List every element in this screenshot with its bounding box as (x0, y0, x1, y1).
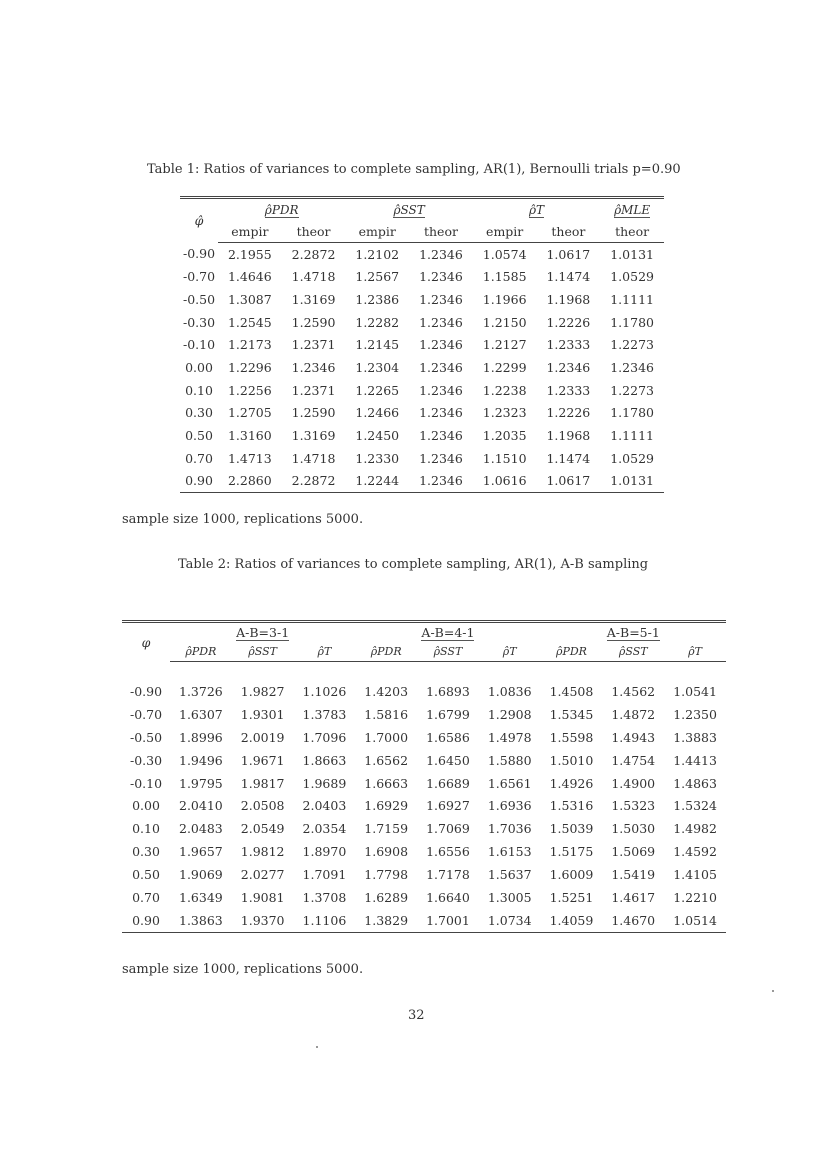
table2-subheader: ρ̂SST (232, 641, 294, 662)
table1-group-header: ρ̂MLE (614, 203, 651, 218)
table-cell: 1.3883 (673, 729, 717, 745)
table-cell: 1.2590 (291, 405, 336, 421)
table-cell: 1.3169 (291, 291, 336, 307)
table-cell: 1.2466 (355, 405, 400, 421)
phi-value: 0.00 (185, 359, 213, 375)
table-cell: 1.2371 (291, 382, 336, 398)
table-cell: 1.1968 (546, 291, 591, 307)
table-cell: 1.4872 (611, 706, 656, 722)
table-cell: 1.2238 (482, 382, 527, 398)
table-cell: 1.2273 (610, 337, 654, 353)
table-cell: 1.2333 (546, 382, 591, 398)
table2-subheader: ρ̂PDR (541, 641, 603, 662)
table-cell: 1.7069 (426, 821, 470, 837)
table-cell: 1.0616 (482, 473, 527, 489)
phi-value: 0.90 (132, 912, 160, 928)
table-cell: 1.6640 (426, 889, 470, 905)
table-cell: 1.2371 (291, 337, 336, 353)
table-cell: 1.3726 (179, 683, 223, 699)
table-cell: 1.7798 (364, 867, 409, 883)
table-cell: 1.2323 (482, 405, 527, 421)
table-cell: 1.1111 (610, 291, 654, 307)
table-cell: 1.2304 (355, 359, 400, 375)
table-cell: 1.6153 (487, 844, 532, 860)
table-cell: 2.2872 (291, 473, 336, 489)
phi-value: 0.30 (185, 405, 213, 421)
table2-subheader: ρ̂SST (417, 641, 479, 662)
table-cell: 1.1111 (610, 428, 654, 444)
table-cell: 1.4900 (611, 775, 656, 791)
table2 (122, 620, 726, 933)
table-row (122, 680, 726, 703)
table-row (122, 703, 726, 726)
table-cell: 1.1026 (302, 683, 347, 699)
table-cell: 1.2908 (487, 706, 532, 722)
table-cell: 1.2346 (419, 314, 463, 330)
table-cell: 1.9069 (179, 867, 223, 883)
table-cell: 1.2127 (482, 337, 527, 353)
table-cell: 1.5598 (549, 729, 594, 745)
table-cell: 1.2545 (227, 314, 272, 330)
table-cell: 1.5316 (549, 798, 594, 814)
table-cell: 1.3783 (302, 706, 347, 722)
table-cell: 1.5030 (611, 821, 656, 837)
table-cell: 1.2350 (673, 706, 717, 722)
table-cell: 1.9301 (240, 706, 285, 722)
table1-subheader: theor (537, 222, 601, 243)
table-cell: 1.9689 (302, 775, 347, 791)
phi-value: -0.30 (182, 314, 216, 330)
table-cell: 1.2346 (419, 450, 463, 466)
table2-subheader: ρ̂T (294, 641, 356, 662)
phi-value: -0.30 (129, 752, 163, 768)
table-row (180, 447, 664, 470)
phi-value: 0.30 (132, 844, 160, 860)
table-cell: 1.2346 (419, 359, 463, 375)
table-cell: 1.4646 (227, 269, 272, 285)
phi-value: 0.10 (185, 382, 213, 398)
table-cell: 1.2346 (419, 291, 463, 307)
table-cell: 1.4592 (673, 844, 717, 860)
table-cell: 1.2145 (355, 337, 400, 353)
phi-value: -0.50 (182, 291, 216, 307)
phi-value: 0.70 (185, 450, 213, 466)
table1-phi-header: φ̂ (194, 213, 204, 229)
table-cell: 1.2346 (291, 359, 336, 375)
table-cell: 1.0574 (482, 246, 527, 262)
table-cell: 1.9496 (179, 752, 223, 768)
table-cell: 1.4105 (673, 867, 717, 883)
table-cell: 1.2346 (419, 269, 463, 285)
table-cell: 2.0549 (240, 821, 285, 837)
table2-caption: Table 2: Ratios of variances to complete sampling, AR(1), A-B sampling (178, 557, 649, 572)
table-row (122, 886, 726, 909)
table-cell: 1.2450 (355, 428, 400, 444)
table-cell: 1.7178 (426, 867, 470, 883)
table-cell: 1.2705 (227, 405, 272, 421)
table-cell: 1.0836 (487, 683, 532, 699)
table-cell: 1.1780 (610, 314, 654, 330)
table-cell: 1.6936 (487, 798, 532, 814)
table-cell: 1.2333 (546, 337, 591, 353)
phi-value: -0.50 (129, 729, 163, 745)
scan-speck (316, 1046, 318, 1048)
table1-subheader: empir (218, 222, 282, 243)
table-cell: 1.1585 (482, 269, 527, 285)
table-cell: 1.4203 (364, 683, 409, 699)
table-cell: 1.4508 (549, 683, 594, 699)
table-cell: 1.2346 (610, 359, 654, 375)
table-cell: 1.5637 (487, 867, 532, 883)
table-cell: 2.2872 (291, 246, 336, 262)
table-cell: 2.0483 (179, 821, 223, 837)
table-cell: 1.2273 (610, 382, 654, 398)
table-cell: 1.7001 (426, 912, 470, 928)
table-cell: 1.1474 (546, 450, 591, 466)
table1-subheader: theor (409, 222, 473, 243)
table-cell: 1.2265 (355, 382, 400, 398)
table-cell: 1.3863 (179, 912, 223, 928)
table-cell: 2.0508 (240, 798, 285, 814)
table-cell: 1.2386 (355, 291, 400, 307)
table1-subheader: theor (282, 222, 346, 243)
table-cell: 2.0354 (302, 821, 347, 837)
table-row (180, 470, 664, 493)
phi-value: 0.10 (132, 821, 160, 837)
table-cell: 1.6009 (549, 867, 594, 883)
table-row (122, 794, 726, 817)
table-cell: 1.4059 (549, 912, 594, 928)
table2-subheader: ρ̂PDR (355, 641, 417, 662)
table2-group-header: A-B=3-1 (236, 624, 290, 640)
table-cell: 1.0617 (546, 473, 591, 489)
table-cell: 1.6893 (426, 683, 470, 699)
table-row (180, 333, 664, 356)
table-cell: 1.4718 (291, 450, 336, 466)
table-cell: 1.7091 (302, 867, 347, 883)
table-cell: 1.5039 (549, 821, 594, 837)
table-cell: 1.2296 (227, 359, 272, 375)
table-cell: 1.7159 (364, 821, 409, 837)
table-cell: 1.0131 (610, 473, 654, 489)
table-cell: 2.0277 (240, 867, 285, 883)
table-cell: 1.2226 (546, 314, 591, 330)
table-cell: 1.6307 (179, 706, 223, 722)
phi-value: -0.90 (182, 246, 216, 262)
table-cell: 1.6663 (364, 775, 409, 791)
table-cell: 1.2346 (419, 382, 463, 398)
table-cell: 1.1106 (302, 912, 347, 928)
table-cell: 1.5419 (611, 867, 656, 883)
table-cell: 1.0734 (487, 912, 532, 928)
table-cell: 1.2102 (355, 246, 400, 262)
table-cell: 1.9812 (240, 844, 285, 860)
table-cell: 1.6562 (364, 752, 409, 768)
table-cell: 1.2346 (419, 337, 463, 353)
table2-subheader: ρ̂PDR (170, 641, 232, 662)
phi-value: 0.90 (185, 473, 213, 489)
table-cell: 1.7036 (487, 821, 532, 837)
table-cell: 1.3160 (227, 428, 272, 444)
table-cell: 1.2035 (482, 428, 527, 444)
table-row (122, 772, 726, 795)
phi-value: 0.50 (185, 428, 213, 444)
table-cell: 1.7000 (364, 729, 409, 745)
table1-subheader: empir (473, 222, 537, 243)
table-cell: 1.1510 (482, 450, 527, 466)
table-cell: 1.9370 (240, 912, 285, 928)
table-cell: 2.0019 (240, 729, 285, 745)
table-cell: 1.9795 (179, 775, 223, 791)
table-row (122, 749, 726, 772)
table-cell: 1.7096 (302, 729, 347, 745)
phi-value: 0.50 (132, 867, 160, 883)
table1-subheader: theor (600, 222, 664, 243)
table-cell: 1.3087 (227, 291, 272, 307)
table-cell: 1.2256 (227, 382, 272, 398)
table-row (180, 311, 664, 334)
table-cell: 1.5880 (487, 752, 532, 768)
table-cell: 1.5345 (549, 706, 594, 722)
table-cell: 1.6349 (179, 889, 223, 905)
table-cell: 1.8970 (302, 844, 347, 860)
table-cell: 1.6929 (364, 798, 409, 814)
table-cell: 1.0617 (546, 246, 591, 262)
table-cell: 1.4978 (487, 729, 532, 745)
table-cell: 1.2346 (419, 405, 463, 421)
table-cell: 1.6908 (364, 844, 409, 860)
table-cell: 2.1955 (227, 246, 272, 262)
table1-subheader: empir (345, 222, 409, 243)
table1 (180, 196, 664, 493)
table-cell: 1.8996 (179, 729, 223, 745)
table-cell: 1.4617 (611, 889, 656, 905)
table-cell: 1.5251 (549, 889, 594, 905)
table-row (122, 726, 726, 749)
table-cell: 1.5816 (364, 706, 409, 722)
table2-subheader: ρ̂T (479, 641, 541, 662)
table2-note: sample size 1000, replications 5000. (122, 962, 364, 977)
table-row (122, 817, 726, 840)
table-cell: 1.2210 (673, 889, 717, 905)
table-cell: 1.2567 (355, 269, 400, 285)
table-cell: 1.2346 (419, 428, 463, 444)
table-row (180, 356, 664, 379)
table-cell: 1.9657 (179, 844, 223, 860)
table-cell: 1.6289 (364, 889, 409, 905)
table-cell: 1.4863 (673, 775, 717, 791)
table1-group-header: ρ̂SST (393, 203, 425, 218)
table-cell: 1.1474 (546, 269, 591, 285)
table-cell: 1.2173 (227, 337, 272, 353)
table-cell: 1.4413 (673, 752, 717, 768)
table-cell: 1.5323 (611, 798, 656, 814)
table-cell: 1.5069 (611, 844, 656, 860)
table-row (180, 265, 664, 288)
table-cell: 1.4943 (611, 729, 656, 745)
table1-group-header: ρ̂PDR (264, 203, 299, 218)
table-cell: 1.6586 (426, 729, 470, 745)
table-cell: 1.6799 (426, 706, 470, 722)
table-cell: 1.4982 (673, 821, 717, 837)
table-cell: 1.6689 (426, 775, 470, 791)
page-number: 32 (408, 1008, 425, 1023)
table-cell: 1.9817 (240, 775, 285, 791)
phi-value: -0.10 (129, 775, 163, 791)
table-row (122, 863, 726, 886)
table-cell: 1.0514 (673, 912, 717, 928)
table-cell: 1.0529 (610, 269, 654, 285)
table-cell: 1.2590 (291, 314, 336, 330)
table-cell: 1.4926 (549, 775, 594, 791)
table-cell: 1.2346 (419, 473, 463, 489)
table-row (180, 242, 664, 265)
table-cell: 1.6556 (426, 844, 470, 860)
table-cell: 1.2150 (482, 314, 527, 330)
table1-caption: Table 1: Ratios of variances to complete sampling, AR(1), Bernoulli trials p=0.90 (147, 162, 681, 177)
table-cell: 1.5324 (673, 798, 717, 814)
table-cell: 2.2860 (227, 473, 272, 489)
table-cell: 1.2346 (419, 246, 463, 262)
table-cell: 1.9671 (240, 752, 285, 768)
scan-speck (772, 990, 774, 992)
table-cell: 1.4562 (611, 683, 656, 699)
table-cell: 1.6450 (426, 752, 470, 768)
table1-note: sample size 1000, replications 5000. (122, 512, 364, 527)
table-cell: 1.1968 (546, 428, 591, 444)
table-cell: 1.3005 (487, 889, 532, 905)
table-row (180, 424, 664, 447)
table-cell: 2.0403 (302, 798, 347, 814)
table-cell: 1.3708 (302, 889, 347, 905)
table-cell: 1.2330 (355, 450, 400, 466)
table-row (180, 379, 664, 402)
phi-value: 0.00 (132, 798, 160, 814)
table-cell: 2.0410 (179, 798, 223, 814)
table-row (180, 288, 664, 311)
table-cell: 1.2299 (482, 359, 527, 375)
table-cell: 1.0529 (610, 450, 654, 466)
table-cell: 1.4754 (611, 752, 656, 768)
table-cell: 1.9081 (240, 889, 285, 905)
table-cell: 1.1780 (610, 405, 654, 421)
table-cell: 1.2282 (355, 314, 400, 330)
table-cell: 1.1966 (482, 291, 527, 307)
table-cell: 1.8663 (302, 752, 347, 768)
table-cell: 1.5010 (549, 752, 594, 768)
table-cell: 1.4718 (291, 269, 336, 285)
table-cell: 1.9827 (240, 683, 285, 699)
table2-group-header: A-B=5-1 (606, 624, 660, 640)
table-row (122, 840, 726, 863)
table2-phi-header: φ (141, 634, 151, 650)
table-cell: 1.0131 (610, 246, 654, 262)
phi-value: -0.70 (182, 269, 216, 285)
table-cell: 1.2226 (546, 405, 591, 421)
table-row (122, 909, 726, 932)
table2-subheader: ρ̂SST (602, 641, 664, 662)
table-cell: 1.2244 (355, 473, 400, 489)
table-cell: 1.6927 (426, 798, 470, 814)
table-cell: 1.4713 (227, 450, 272, 466)
table-cell: 1.0541 (673, 683, 717, 699)
table2-group-header: A-B=4-1 (421, 624, 475, 640)
phi-value: 0.70 (132, 889, 160, 905)
phi-value: -0.10 (182, 337, 216, 353)
table-cell: 1.2346 (546, 359, 591, 375)
table1-group-header: ρ̂T (528, 203, 545, 218)
table-cell: 1.3829 (364, 912, 409, 928)
table-cell: 1.6561 (487, 775, 532, 791)
phi-value: -0.70 (129, 706, 163, 722)
table-cell: 1.5175 (549, 844, 594, 860)
table2-subheader: ρ̂T (664, 641, 726, 662)
table-cell: 1.3169 (291, 428, 336, 444)
phi-value: -0.90 (129, 683, 163, 699)
table-row (180, 402, 664, 425)
table-cell: 1.4670 (611, 912, 656, 928)
